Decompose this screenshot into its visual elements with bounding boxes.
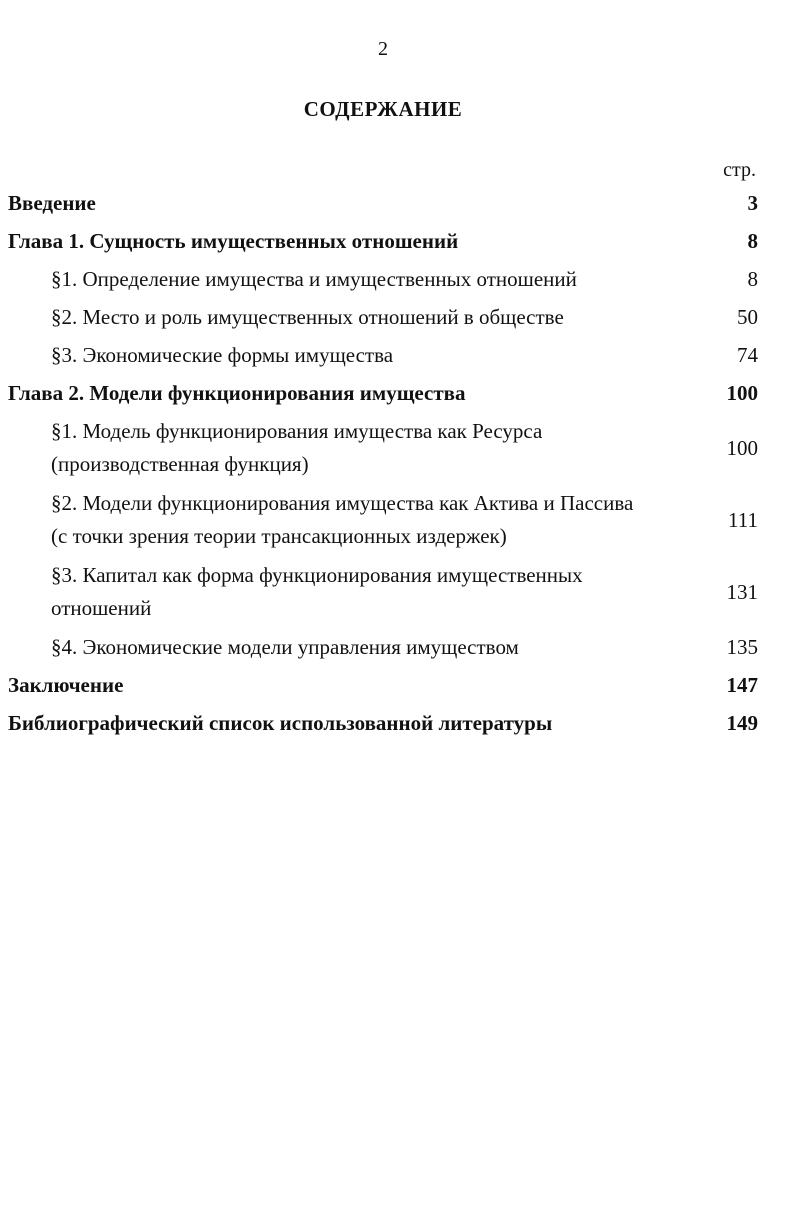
toc-entry-title-line: §1. Модель функционирования имущества как Ресурса bbox=[51, 419, 543, 443]
toc-entry-page: 8 bbox=[747, 266, 758, 291]
toc-entry-page: 100 bbox=[726, 380, 758, 405]
toc-entry-ch1-section-2[interactable] bbox=[8, 298, 758, 336]
toc-entry-bibliography[interactable] bbox=[8, 704, 758, 742]
toc-entry-title: §2. Место и роль имущественных отношений в обществе bbox=[51, 304, 564, 329]
toc-entry-ch2-section-3[interactable] bbox=[8, 556, 758, 628]
toc-entry-introduction[interactable] bbox=[8, 184, 758, 222]
toc-entry-page: 147 bbox=[726, 672, 758, 697]
toc-entry-ch2-section-1[interactable] bbox=[8, 412, 758, 484]
toc-entry-title: §4. Экономические модели управления имуществом bbox=[51, 634, 519, 659]
table-of-contents bbox=[8, 184, 758, 742]
toc-entry-page: 8 bbox=[747, 228, 758, 253]
toc-entry-page: 74 bbox=[737, 342, 758, 367]
toc-entry-title bbox=[51, 487, 718, 553]
toc-entry-page: 3 bbox=[747, 190, 758, 215]
toc-entry-title-line: отношений bbox=[51, 596, 152, 620]
toc-entry-page: 111 bbox=[728, 507, 758, 532]
page-number: 2 bbox=[378, 38, 388, 60]
toc-entry-title bbox=[51, 415, 718, 481]
toc-entry-ch2-section-4[interactable] bbox=[8, 628, 758, 666]
toc-entry-title: §3. Экономические формы имущества bbox=[51, 342, 394, 367]
toc-entry-ch1-section-3[interactable] bbox=[8, 336, 758, 374]
toc-entry-title: Библиографический список использованной литературы bbox=[8, 710, 553, 735]
toc-entry-page: 149 bbox=[726, 710, 758, 735]
toc-entry-title: Введение bbox=[8, 190, 96, 215]
toc-entry-title: Заключение bbox=[8, 672, 124, 697]
toc-entry-title: Глава 1. Сущность имущественных отношений bbox=[8, 228, 459, 253]
toc-entry-title bbox=[51, 559, 718, 625]
toc-entry-chapter-2[interactable] bbox=[8, 374, 758, 412]
page-column-label: стр. bbox=[723, 159, 756, 181]
toc-entry-title-line: §2. Модели функционирования имущества как Актива и Пассива bbox=[51, 491, 634, 515]
toc-entry-title-line: (производственная функция) bbox=[51, 452, 309, 476]
toc-entry-chapter-1[interactable] bbox=[8, 222, 758, 260]
toc-entry-title-line: §3. Капитал как форма функционирования имущественных bbox=[51, 563, 583, 587]
toc-entry-page: 100 bbox=[726, 435, 758, 460]
toc-entry-page: 131 bbox=[726, 579, 758, 604]
toc-entry-ch2-section-2[interactable] bbox=[8, 484, 758, 556]
page-title: СОДЕРЖАНИЕ bbox=[303, 97, 463, 121]
toc-entry-title: §1. Определение имущества и имущественных отношений bbox=[51, 266, 577, 291]
toc-entry-title-line: (с точки зрения теории трансакционных издержек) bbox=[51, 524, 507, 548]
toc-entry-title: Глава 2. Модели функционирования имущества bbox=[8, 380, 466, 405]
toc-entry-page: 135 bbox=[726, 634, 758, 659]
toc-entry-page: 50 bbox=[737, 304, 758, 329]
toc-entry-ch1-section-1[interactable] bbox=[8, 260, 758, 298]
toc-entry-conclusion[interactable] bbox=[8, 666, 758, 704]
